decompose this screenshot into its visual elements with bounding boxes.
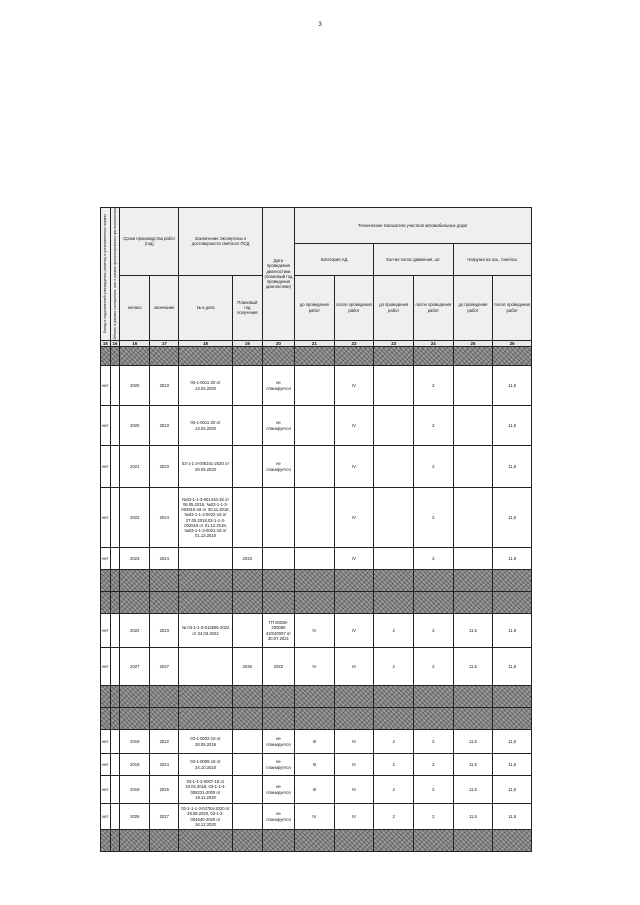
header-category: Категория АД	[295, 243, 374, 275]
table-row	[101, 406, 532, 446]
table-cell: III	[334, 648, 374, 686]
shaded-cell	[374, 347, 414, 366]
shaded-cell	[150, 570, 179, 592]
table-cell: III	[295, 776, 335, 804]
table-cell: 2	[413, 406, 453, 446]
table-cell: 11,5	[493, 488, 532, 548]
table-cell: 03-1-1-3-0007-18 от 10.04.2018, 03-1-1-4-008231-2000 от 18.11.2020	[179, 776, 233, 804]
shaded-cell	[493, 708, 532, 730]
table-cell: 2020	[120, 366, 150, 406]
header-lanes-after: после проведения работ	[413, 275, 453, 340]
table-cell: не планируется	[262, 804, 294, 830]
table-cell: IV	[334, 804, 374, 830]
shaded-cell	[413, 830, 453, 852]
shaded-cell	[374, 592, 414, 614]
header-lanes-before: до проведения работ	[374, 275, 414, 340]
shaded-cell	[150, 592, 179, 614]
shaded-cell	[110, 686, 120, 708]
table-row	[101, 648, 532, 686]
table-row	[101, 614, 532, 648]
table-cell	[453, 366, 493, 406]
table-cell: 2	[413, 648, 453, 686]
table-cell: нет	[101, 776, 111, 804]
shaded-cell	[374, 830, 414, 852]
shaded-cell	[232, 592, 262, 614]
table-cell: №03-1-1-3-001416-18 от 06.05.2019, №03-1-1-3-004816-18 от 30.11.2018, №03-1-1-4-0022-18 от 27.05.2018,03-1-1-3-002618 от 01.12.2018, №03-1-1-3-0021-18 от 01.12.2018	[179, 488, 233, 548]
table-cell: 11,5	[453, 648, 493, 686]
shaded-section-row	[101, 708, 532, 730]
shaded-cell	[295, 830, 335, 852]
table-cell: 11,5	[493, 614, 532, 648]
table-cell	[295, 366, 335, 406]
shaded-cell	[493, 686, 532, 708]
table-cell: нет	[101, 754, 111, 776]
table-cell: ГП 00036-200090 42/040007 от 30.07.2021	[262, 614, 294, 648]
table-cell: 2	[374, 776, 414, 804]
shaded-cell	[232, 686, 262, 708]
table-cell: 11,5	[453, 776, 493, 804]
table-cell: IV	[295, 614, 335, 648]
table-cell: 2	[413, 366, 453, 406]
table-cell: III	[334, 776, 374, 804]
table-cell	[374, 488, 414, 548]
table-row	[101, 548, 532, 570]
table-cell: № 03-1-1-3-013656-2022 от 24.03.2022	[179, 614, 233, 648]
table-cell: IV	[334, 488, 374, 548]
shaded-cell	[453, 830, 493, 852]
table-cell: 2027	[150, 804, 179, 830]
table-cell: 2023	[150, 614, 179, 648]
shaded-cell	[179, 830, 233, 852]
column-number: 23	[374, 340, 414, 347]
shaded-cell	[101, 708, 111, 730]
table-cell	[453, 488, 493, 548]
shaded-section-row	[101, 347, 532, 366]
table-cell: IV	[295, 648, 335, 686]
shaded-cell	[150, 686, 179, 708]
table-cell: 2027	[150, 648, 179, 686]
shaded-cell	[413, 347, 453, 366]
table-cell: 11,5	[493, 548, 532, 570]
table-cell	[453, 446, 493, 488]
shaded-cell	[120, 592, 150, 614]
column-number: 17	[150, 340, 179, 347]
table-cell: 2	[374, 614, 414, 648]
shaded-cell	[120, 686, 150, 708]
table-cell	[110, 804, 120, 830]
column-number: 20	[262, 340, 294, 347]
table-cell: не планируется	[262, 776, 294, 804]
shaded-section-row	[101, 830, 532, 852]
shaded-cell	[120, 347, 150, 366]
column-number: 16	[110, 340, 120, 347]
table-cell	[232, 776, 262, 804]
table-cell: 11,5	[493, 730, 532, 754]
table-cell: 2	[413, 776, 453, 804]
column-number: 25	[453, 340, 493, 347]
table-cell: IV	[334, 406, 374, 446]
shaded-cell	[262, 708, 294, 730]
table-cell	[232, 488, 262, 548]
table-cell: 2021	[120, 446, 150, 488]
table-cell: 03-1-0006-18 от 24.10.2018	[179, 754, 233, 776]
table-cell	[295, 488, 335, 548]
shaded-cell	[232, 347, 262, 366]
shaded-cell	[334, 686, 374, 708]
table-cell: не планируется	[262, 754, 294, 776]
table-cell: 03-1-0011-20 от 13.03.2020	[179, 406, 233, 446]
shaded-cell	[493, 592, 532, 614]
table-cell	[110, 730, 120, 754]
table-cell: 03-1-0002-19 от 28.05.2019	[179, 730, 233, 754]
table-cell	[453, 548, 493, 570]
shaded-cell	[110, 570, 120, 592]
page-number: 3	[318, 22, 322, 28]
table-cell: 2	[413, 614, 453, 648]
shaded-cell	[453, 686, 493, 708]
table-cell	[232, 730, 262, 754]
table-cell: 2023	[150, 366, 179, 406]
table-cell: 2	[374, 804, 414, 830]
shaded-cell	[150, 347, 179, 366]
shaded-cell	[179, 347, 233, 366]
shaded-cell	[101, 830, 111, 852]
table-cell: 11,5	[493, 776, 532, 804]
shaded-cell	[101, 592, 111, 614]
table-cell	[262, 488, 294, 548]
table-cell: 2022	[150, 730, 179, 754]
shaded-section-row	[101, 686, 532, 708]
column-number: 18	[179, 340, 233, 347]
shaded-cell	[150, 708, 179, 730]
shaded-cell	[334, 708, 374, 730]
table-cell: 2025	[150, 776, 179, 804]
table-cell: нет	[101, 488, 111, 548]
shaded-cell	[150, 830, 179, 852]
table-cell: 2024	[150, 548, 179, 570]
header-end: окончание	[150, 275, 179, 340]
table-cell: нет	[101, 804, 111, 830]
table-cell: 03-1-1-1-3-04784-2020 от 28.08.2020, 03-1-2-004640-2020 от 18.12.2020	[179, 804, 233, 830]
table-cell: 2024	[150, 488, 179, 548]
shaded-cell	[110, 830, 120, 852]
table-cell: 2020	[120, 406, 150, 446]
table-cell	[232, 446, 262, 488]
shaded-cell	[413, 708, 453, 730]
shaded-cell	[374, 570, 414, 592]
table-cell: IV	[334, 446, 374, 488]
header-axle-load: Нагрузка на ось, тонн/ось	[453, 243, 531, 275]
shaded-cell	[120, 708, 150, 730]
table-cell	[374, 446, 414, 488]
table-cell	[110, 548, 120, 570]
table-cell: не планируется	[262, 446, 294, 488]
table-cell: 2023	[150, 406, 179, 446]
shaded-cell	[295, 708, 335, 730]
table-cell: 2	[413, 446, 453, 488]
table-cell	[295, 548, 335, 570]
header-technical: Технические показатели участков автомобильных дорог	[295, 208, 532, 244]
table-cell: 2022	[120, 488, 150, 548]
table-cell: 11,5	[493, 804, 532, 830]
table-cell: IV	[334, 548, 374, 570]
table-cell	[374, 548, 414, 570]
table-cell	[453, 406, 493, 446]
column-number: 22	[334, 340, 374, 347]
table-cell: 2022	[262, 648, 294, 686]
table-cell: 11,5	[493, 754, 532, 776]
shaded-cell	[120, 570, 150, 592]
shaded-cell	[262, 347, 294, 366]
column-number: 19	[232, 340, 262, 347]
header-vertical-2: Объект, в рамках соглашения, или в рамках финансирования при выполнении	[110, 208, 120, 341]
table-cell: III	[334, 754, 374, 776]
road-technical-table	[100, 207, 532, 852]
table-cell: нет	[101, 366, 111, 406]
table-cell: III	[295, 754, 335, 776]
header-expertise: Заключение Экспертизы о достоверности сметного ПСД	[179, 208, 263, 276]
table-cell: нет	[101, 406, 111, 446]
table-cell: 2	[413, 804, 453, 830]
header-cat-before: до проведения работ	[295, 275, 335, 340]
table-cell: 2023	[150, 446, 179, 488]
table-cell	[110, 776, 120, 804]
table-cell: 2019	[120, 754, 150, 776]
table-cell	[232, 406, 262, 446]
column-number: 24	[413, 340, 453, 347]
header-diagnostics-date: Дата проведения диагностики (плановый год проведения диагностики)	[262, 208, 294, 341]
table-cell: 11,5	[493, 366, 532, 406]
table-cell	[232, 614, 262, 648]
table-cell: III	[295, 730, 335, 754]
header-lanes: Кол-во полос движения, шт.	[374, 243, 453, 275]
column-number: 26	[493, 340, 532, 347]
header-cat-after: после проведения работ	[334, 275, 374, 340]
table-row	[101, 754, 532, 776]
header-terms: Сроки производства работ (год)	[120, 208, 179, 276]
table-cell	[110, 488, 120, 548]
table-cell: 2026	[120, 804, 150, 830]
table-cell	[232, 754, 262, 776]
table-cell: 2026	[232, 648, 262, 686]
table-cell: 11,5	[493, 648, 532, 686]
shaded-cell	[493, 570, 532, 592]
shaded-cell	[334, 592, 374, 614]
shaded-cell	[295, 570, 335, 592]
table-cell: нет	[101, 648, 111, 686]
shaded-cell	[120, 830, 150, 852]
shaded-cell	[179, 592, 233, 614]
column-number: 21	[295, 340, 335, 347]
table-cell: IV	[334, 366, 374, 406]
shaded-cell	[101, 570, 111, 592]
table-cell: 2023	[120, 548, 150, 570]
table-cell	[110, 614, 120, 648]
table-row	[101, 804, 532, 830]
shaded-cell	[179, 686, 233, 708]
table-cell: 2024	[150, 754, 179, 776]
table-cell: 2	[413, 548, 453, 570]
table-cell	[179, 648, 233, 686]
table-cell: 2	[374, 730, 414, 754]
shaded-cell	[295, 686, 335, 708]
table-row	[101, 446, 532, 488]
table-cell: не планируется	[262, 366, 294, 406]
shaded-cell	[110, 708, 120, 730]
shaded-cell	[374, 686, 414, 708]
table-cell: 2023	[232, 548, 262, 570]
header-vertical-1: Вклад в подъязателей утверждения (замены) в установленных нормах	[101, 208, 111, 341]
table-row	[101, 776, 532, 804]
shaded-cell	[262, 570, 294, 592]
table-cell: 11,5	[453, 754, 493, 776]
table-cell: 2	[413, 754, 453, 776]
shaded-cell	[101, 347, 111, 366]
table-cell: 2	[413, 488, 453, 548]
table-cell	[374, 366, 414, 406]
shaded-cell	[110, 347, 120, 366]
table-cell: не планируется	[262, 730, 294, 754]
table-row	[101, 488, 532, 548]
shaded-cell	[110, 592, 120, 614]
table-cell: III	[334, 730, 374, 754]
shaded-cell	[334, 830, 374, 852]
table-cell: 2	[413, 730, 453, 754]
shaded-cell	[453, 570, 493, 592]
shaded-cell	[262, 686, 294, 708]
table-cell: нет	[101, 446, 111, 488]
header-num-date: № и дата	[179, 275, 233, 340]
table-cell: не планируется	[262, 406, 294, 446]
shaded-cell	[413, 686, 453, 708]
shaded-cell	[232, 708, 262, 730]
table-cell: 11,5	[493, 406, 532, 446]
table-cell	[110, 754, 120, 776]
table-cell	[110, 446, 120, 488]
table-cell: нет	[101, 730, 111, 754]
table-cell	[295, 446, 335, 488]
shaded-cell	[295, 592, 335, 614]
column-number: 15	[101, 340, 111, 347]
table-cell: 11,5	[453, 730, 493, 754]
table-cell: 03-1-0011-20 от 13.03.2020	[179, 366, 233, 406]
shaded-section-row	[101, 570, 532, 592]
shaded-cell	[413, 570, 453, 592]
shaded-cell	[295, 347, 335, 366]
shaded-cell	[374, 708, 414, 730]
shaded-cell	[262, 592, 294, 614]
table-cell	[295, 406, 335, 446]
table-cell: 2019	[120, 776, 150, 804]
shaded-cell	[232, 570, 262, 592]
table-cell: IV	[334, 614, 374, 648]
table-cell: нет	[101, 548, 111, 570]
table-cell: нет	[101, 614, 111, 648]
shaded-cell	[232, 830, 262, 852]
table-cell	[110, 648, 120, 686]
header-load-after: после проведения работ	[493, 275, 532, 340]
shaded-cell	[493, 347, 532, 366]
shaded-cell	[453, 347, 493, 366]
shaded-cell	[493, 830, 532, 852]
table-cell	[232, 366, 262, 406]
header-start: начало	[120, 275, 150, 340]
table-cell: 11,5	[453, 614, 493, 648]
table-cell	[374, 406, 414, 446]
table-cell: 03-1-1-3-006161-2020 от 28.05.2020	[179, 446, 233, 488]
table-cell	[179, 548, 233, 570]
shaded-cell	[179, 570, 233, 592]
shaded-section-row	[101, 592, 532, 614]
table-cell: 2022	[120, 614, 150, 648]
column-number: 16	[120, 340, 150, 347]
header-plan-year: Плановый год получения	[232, 275, 262, 340]
shaded-cell	[179, 708, 233, 730]
table-cell	[110, 406, 120, 446]
shaded-cell	[453, 708, 493, 730]
shaded-cell	[101, 686, 111, 708]
table-cell	[110, 366, 120, 406]
table-cell: 2019	[120, 730, 150, 754]
header-load-before: до проведения работ	[453, 275, 493, 340]
table-cell: 11,5	[493, 446, 532, 488]
table-row	[101, 730, 532, 754]
table-cell	[232, 804, 262, 830]
table-cell: 2027	[120, 648, 150, 686]
shaded-cell	[262, 830, 294, 852]
table-cell: 11,5	[453, 804, 493, 830]
shaded-cell	[334, 347, 374, 366]
table-cell	[262, 548, 294, 570]
shaded-cell	[413, 592, 453, 614]
table-cell: 2	[374, 754, 414, 776]
shaded-cell	[334, 570, 374, 592]
table-cell: IV	[295, 804, 335, 830]
table-row	[101, 366, 532, 406]
shaded-cell	[453, 592, 493, 614]
table-cell: 2	[374, 648, 414, 686]
